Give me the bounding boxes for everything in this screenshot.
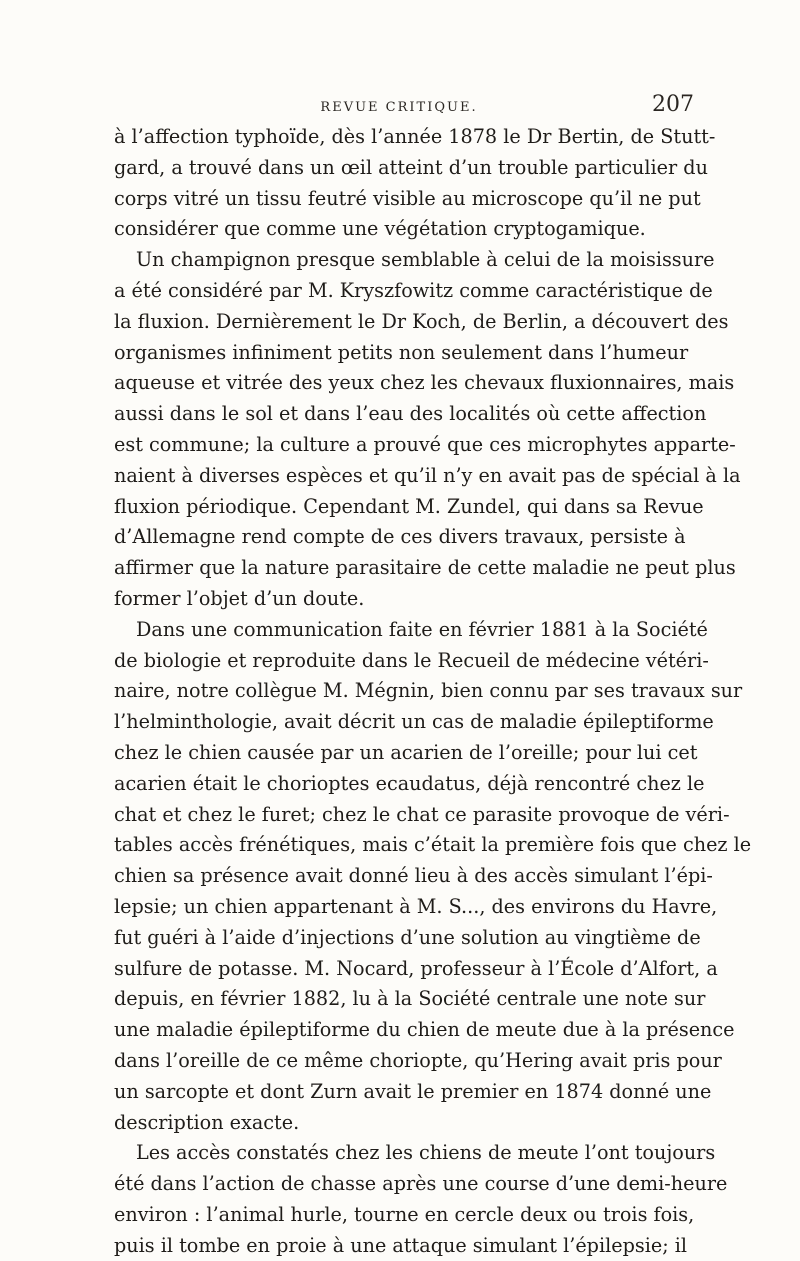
text-line: sulfure de potasse. M. Nocard, professeur à l’École d’Alfort, a	[114, 956, 718, 980]
text-line: de biologie et reproduite dans le Recueil de médecine vétéri-	[114, 648, 709, 672]
text-line: un sarcopte et dont Zurn avait le premier en 1874 donné une	[114, 1079, 712, 1103]
text-line: été dans l’action de chasse après une course d’une demi-heure	[114, 1172, 728, 1196]
text-line: naient à diverses espèces et qu’il n’y en avait pas de spécial à la	[114, 463, 741, 487]
text-line: description exacte.	[114, 1110, 300, 1134]
text-line: a été considéré par M. Kryszfowitz comme caractéristique de	[114, 278, 713, 302]
text-line: est commune; la culture a prouvé que ces microphytes apparte-	[114, 432, 736, 456]
paragraph-2	[114, 245, 741, 615]
text-line: d’Allemagne rend compte de ces divers travaux, persiste à	[114, 525, 686, 549]
paragraph-1	[114, 122, 716, 245]
running-header	[114, 92, 694, 122]
running-title: REVUE CRITIQUE.	[320, 100, 478, 115]
text-line: depuis, en février 1882, lu à la Société centrale une note sur	[114, 987, 706, 1011]
text-line: une maladie épileptiforme du chien de meute due à la présence	[114, 1018, 735, 1042]
book-page	[114, 92, 752, 1261]
text-line: corps vitré un tissu feutré visible au microscope qu’il ne put	[114, 186, 701, 210]
text-line: tables accès frénétiques, mais c’était la première fois que chez le	[114, 833, 752, 857]
text-line: affirmer que la nature parasitaire de cette maladie ne peut plus	[114, 556, 736, 580]
text-line: organismes infiniment petits non seulement dans l’humeur	[114, 340, 689, 364]
text-line: la fluxion. Dernièrement le Dr Koch, de Berlin, a découvert des	[114, 309, 729, 333]
text-line: aqueuse et vitrée des yeux chez les chevaux fluxionnaires, mais	[114, 371, 735, 395]
text-line: l’helminthologie, avait décrit un cas de maladie épileptiforme	[114, 710, 714, 734]
text-line: à l’affection typhoïde, dès l’année 1878 le Dr Bertin, de Stutt-	[114, 125, 716, 148]
page-number: 207	[652, 92, 694, 117]
text-line: puis il tombe en proie à une attaque simulant l’épilepsie; il	[114, 1233, 688, 1257]
text-line: chez le chien causée par un acarien de l’oreille; pour lui cet	[114, 740, 698, 764]
text-line: considérer que comme une végétation cryptogamique.	[114, 217, 646, 241]
text-line: former l’objet d’un doute.	[114, 586, 365, 610]
text-line: Les accès constatés chez les chiens de meute l’ont toujours	[136, 1141, 716, 1165]
text-line: dans l’oreille de ce même choriopte, qu’Hering avait pris pour	[114, 1048, 722, 1072]
body-text	[114, 122, 752, 1261]
text-line: lepsie; un chien appartenant à M. S..., des environs du Havre,	[114, 894, 718, 918]
text-line: gard, a trouvé dans un œil atteint d’un trouble particulier du	[114, 155, 708, 179]
text-line: fut guéri à l’aide d’injections d’une solution au vingtième de	[114, 925, 701, 949]
text-line: Un champignon presque semblable à celui de la moisissure	[136, 248, 715, 272]
text-line: aussi dans le sol et dans l’eau des localités où cette affection	[114, 402, 707, 426]
text-line: fluxion périodique. Cependant M. Zundel, qui dans sa Revue	[114, 494, 704, 518]
text-line: chat et chez le furet; chez le chat ce parasite provoque de véri-	[114, 802, 730, 826]
paragraph-4	[114, 1138, 728, 1261]
text-line: acarien était le chorioptes ecaudatus, déjà rencontré chez le	[114, 771, 705, 795]
text-line: environ : l’animal hurle, tourne en cercle deux ou trois fois,	[114, 1202, 695, 1226]
text-line: naire, notre collègue M. Mégnin, bien connu par ses travaux sur	[114, 679, 743, 703]
text-line: Dans une communication faite en février 1881 à la Société	[136, 617, 708, 641]
text-line: chien sa présence avait donné lieu à des accès simulant l’épi-	[114, 864, 713, 888]
paragraph-3	[114, 615, 752, 1139]
